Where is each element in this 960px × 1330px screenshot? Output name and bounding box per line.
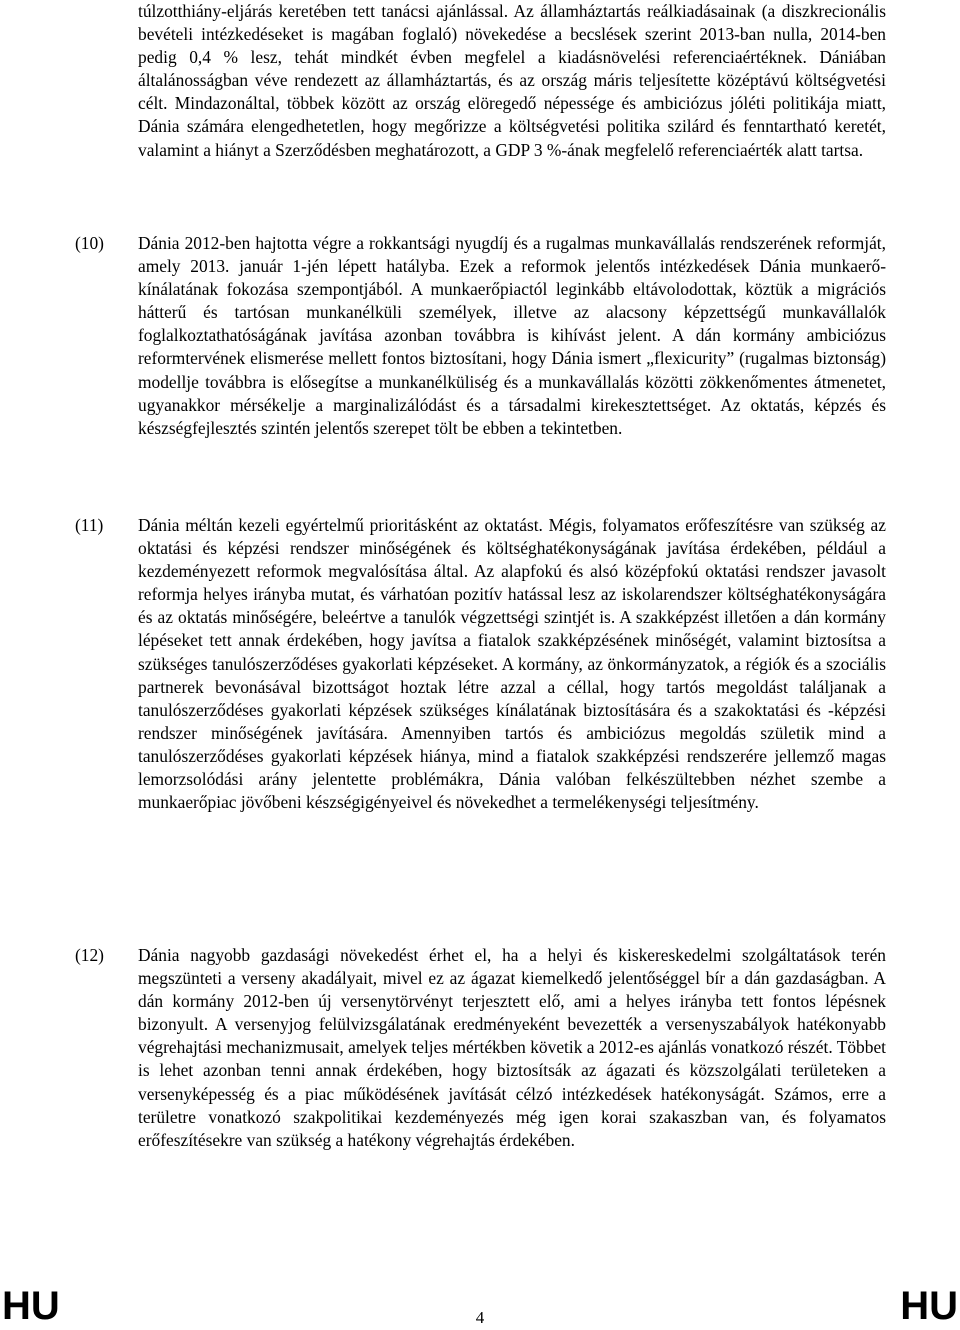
paragraph-number-10: (10) bbox=[75, 233, 104, 253]
footer-language-code-right: HU bbox=[900, 1284, 958, 1328]
paragraph-11: Dánia méltán kezeli egyértelmű prioritásként az oktatást. Mégis, folyamatos erőfeszítésre van szükség az oktatási és képzési rendszer minőségének és költséghatékonyságának javítása érdekében, például a kezdeményezett reformok megvalósítása által. Az alapfokú és alsó középfokú oktatási rendszer javasolt reformja helyes irányba mutat, és várhatóan pozitív hatással lesz az iskolarendszer költséghatékonyságára és az oktatás minőségére, beleértve a tanulók végzettségi szintjét is. A szakképzést illetően a dán kormány lépéseket tett annak érdekében, hogy javítsa a fiatalok szakképzésének minőségét, valamint biztosítsa a szükséges tanulószerződéses gyakorlati képzéseket. A kormány, az önkormányzatok, a régiók és a szociális partnerek bevonásával bizottságot hoztak létre azzal a céllal, hogy tartós megoldást találjanak a tanulószerződéses gyakorlati képzések szükséges kínálatának biztosítására és a szakoktatási és -képzési rendszer minőségének javítására. Amennyiben tartós és ambiciózus megoldás születik mind a tanulószerződéses gyakorlati képzések hiánya, mind a fiatalok szakképzési rendszerére jellemző magas lemorzsolódási arány jelentette problémákra, Dánia valóban felkészültebben nézhet szembe a munkaerőpiac jövőbeni készségigényeivel és növekedhet a termelékenységi teljesítmény. bbox=[138, 515, 886, 813]
page-number: 4 bbox=[475, 1308, 485, 1327]
paragraph-continuation: túlzotthiány-eljárás keretében tett tanácsi ajánlással. Az államháztartás reálkiadásainak (a diszkrecionális bevételi intézkedéseket is magában foglaló) növekedése a becslések szerint 2013-ban nulla, 2014-ben pedig 0,4 % lesz, tehát mindkét évben megfelel a kiadásnövelési referenciaértéknek. Dániában általánosságban véve rendezett az államháztartás, és az ország máris teljesítette középtávú költségvetési célt. Mindazonáltal, többek között az ország elöregedő népessége és ambiciózus jóléti politikája miatt, Dánia számára elengedhetetlen, hogy megőrizze a költségvetési politika szilárd és fenntartható keretét, valamint a hiányt a Szerződésben meghatározott, a GDP 3 %-ának megfelelő referenciaérték alatt tartsa. bbox=[138, 1, 886, 160]
paragraph-number-11: (11) bbox=[75, 515, 104, 535]
paragraph-number-12: (12) bbox=[75, 945, 104, 965]
paragraph-12: Dánia nagyobb gazdasági növekedést érhet el, ha a helyi és kiskereskedelmi szolgáltatások terén megszünteti a verseny akadályait, mivel ez az ágazat kiemelkedő jelentőséggel bír a dán gazdaságban. A dán kormány 2012-ben új versenytörvényt terjesztett elő, ami a helyes irányba tett fontos lépésnek bizonyult. A versenyjog felülvizsgálatának eredményeként bevezették a versenyszabályok hatékonyabb végrehajtási mechanizmusait, amelyek teljes mértékben követik a 2012-es ajánlás vonatkozó részét. Többet is lehet azonban tenni annak érdekében, hogy biztosítsák az ágazati és közszolgálati területeken a versenyképesség és a piac működésének javítását célzó intézkedések hatékonyságát. Számos, erre a területre vonatkozó szakpolitikai kezdeményezés még igen korai szakaszban van, és folyamatos erőfeszítésekre van szükség a hatékony végrehajtás érdekében. bbox=[138, 945, 886, 1150]
footer-language-code-left: HU bbox=[2, 1284, 60, 1328]
paragraph-10: Dánia 2012-ben hajtotta végre a rokkantsági nyugdíj és a rugalmas munkavállalás rendszerének reformját, amely 2013. január 1-jén lépett hatályba. Ezek a reformok jelentős intézkedések Dánia munkaerő-kínálatának fokozása szempontjából. A munkaerőpiactól leginkább eltávolodottak, köztük a migrációs hátterű és tartósan munkanélküli személyek, illetve az alacsony képzettségű munkavállalók foglalkoztathatóságának javítása azonban továbbra is kihívást jelent. A dán kormány ambiciózus reformtervének elismerése mellett fontos biztosítani, hogy Dánia ismert „flexicurity” (rugalmas biztonság) modellje továbbra is elősegítse a munkanélküliség és a munkavállalás közötti zökkenőmentes átmenetet, ugyanakkor mérsékelje a marginalizálódást és a társadalmi kirekesztettséget. Az oktatás, képzés és készségfejlesztés szintén jelentős szerepet tölt be ebben a tekintetben. bbox=[138, 233, 886, 438]
